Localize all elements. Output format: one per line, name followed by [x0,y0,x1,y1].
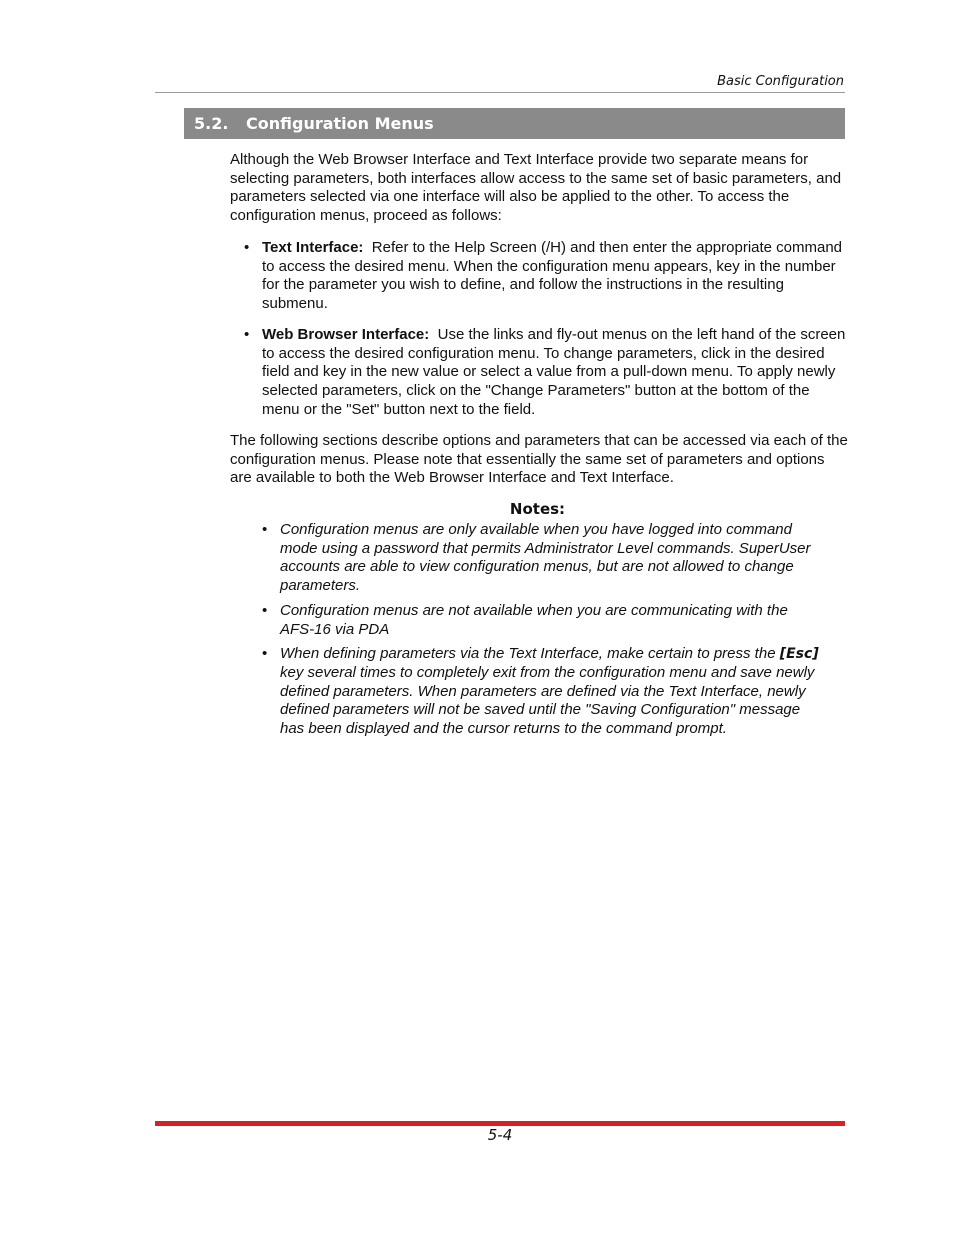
list-item-label: Text Interface: [262,239,364,256]
note-text: key several times to completely exit from the configuration menu and save newly defined parameters. When parameters are defined via the Text Interface, newly defined parameters will not be saved until the "Saving Configuration" message has been displayed and the cursor returns to the command prompt. [280,663,815,738]
note-item [262,521,822,596]
note-text: Configuration menus are not available when you are communicating with the AFS-16 via PDA [280,601,788,638]
section-title: Configuration Menus [246,114,434,133]
page-number: 5-4 [487,1126,513,1144]
note-text: When defining parameters via the Text Interface, make certain to press the [280,645,776,663]
section-heading [184,108,845,139]
list-item-text-interface [244,239,850,314]
bullet-icon: • [262,521,268,538]
note-item [262,602,822,639]
header-rule [155,92,845,93]
bullet-icon: • [244,239,250,256]
note-text: Configuration menus are only available when you have logged into command mode using a password that permits Administrator Level commands. SuperUser accounts are able to view configuration menus, but are not allowed to change parameters. [280,521,811,595]
notes-list [262,521,822,739]
note-item [262,645,822,739]
bullet-icon: • [262,645,268,663]
section-number: 5.2. [194,114,229,133]
running-header: Basic Configuration [717,74,844,89]
bullet-icon: • [244,325,250,343]
interface-list [244,239,850,419]
list-item-label: Web Browser Interface: [262,325,430,343]
list-item-text: Refer to the Help Screen (/H) and then enter the appropriate command to access the desired menu. When the configuration menu appears, key in the number for the parameter you wish to define, and follow the instructions in the resulting submenu. [262,239,843,313]
intro-paragraph: Although the Web Browser Interface and Text Interface provide two separate means for selecting parameters, both interfaces allow access to the same set of basic parameters, and parameters selected via one interface will also be applied to the other. To access the configuration menus, proceed as follows: [230,151,842,225]
list-item-web-browser-interface [244,326,850,420]
bullet-icon: • [262,601,268,619]
closing-paragraph: The following sections describe options and parameters that can be accessed via each of the configuration menus. Please note that essentially the same set of parameters and options are available to both the Web Browser Interface and Text Interface. [230,432,848,487]
notes-title: Notes: [509,500,566,518]
esc-key-label: [Esc] [779,646,819,663]
list-item-text: Use the links and fly-out menus on the left hand of the screen to access the desired configuration menu. To change parameters, click in the desired field and key in the new value or select a value from a pull-down menu. To apply newly selected parameters, click on the "Change Parameters" button at the bottom of the menu or the "Set" button next to the field. [262,325,846,418]
